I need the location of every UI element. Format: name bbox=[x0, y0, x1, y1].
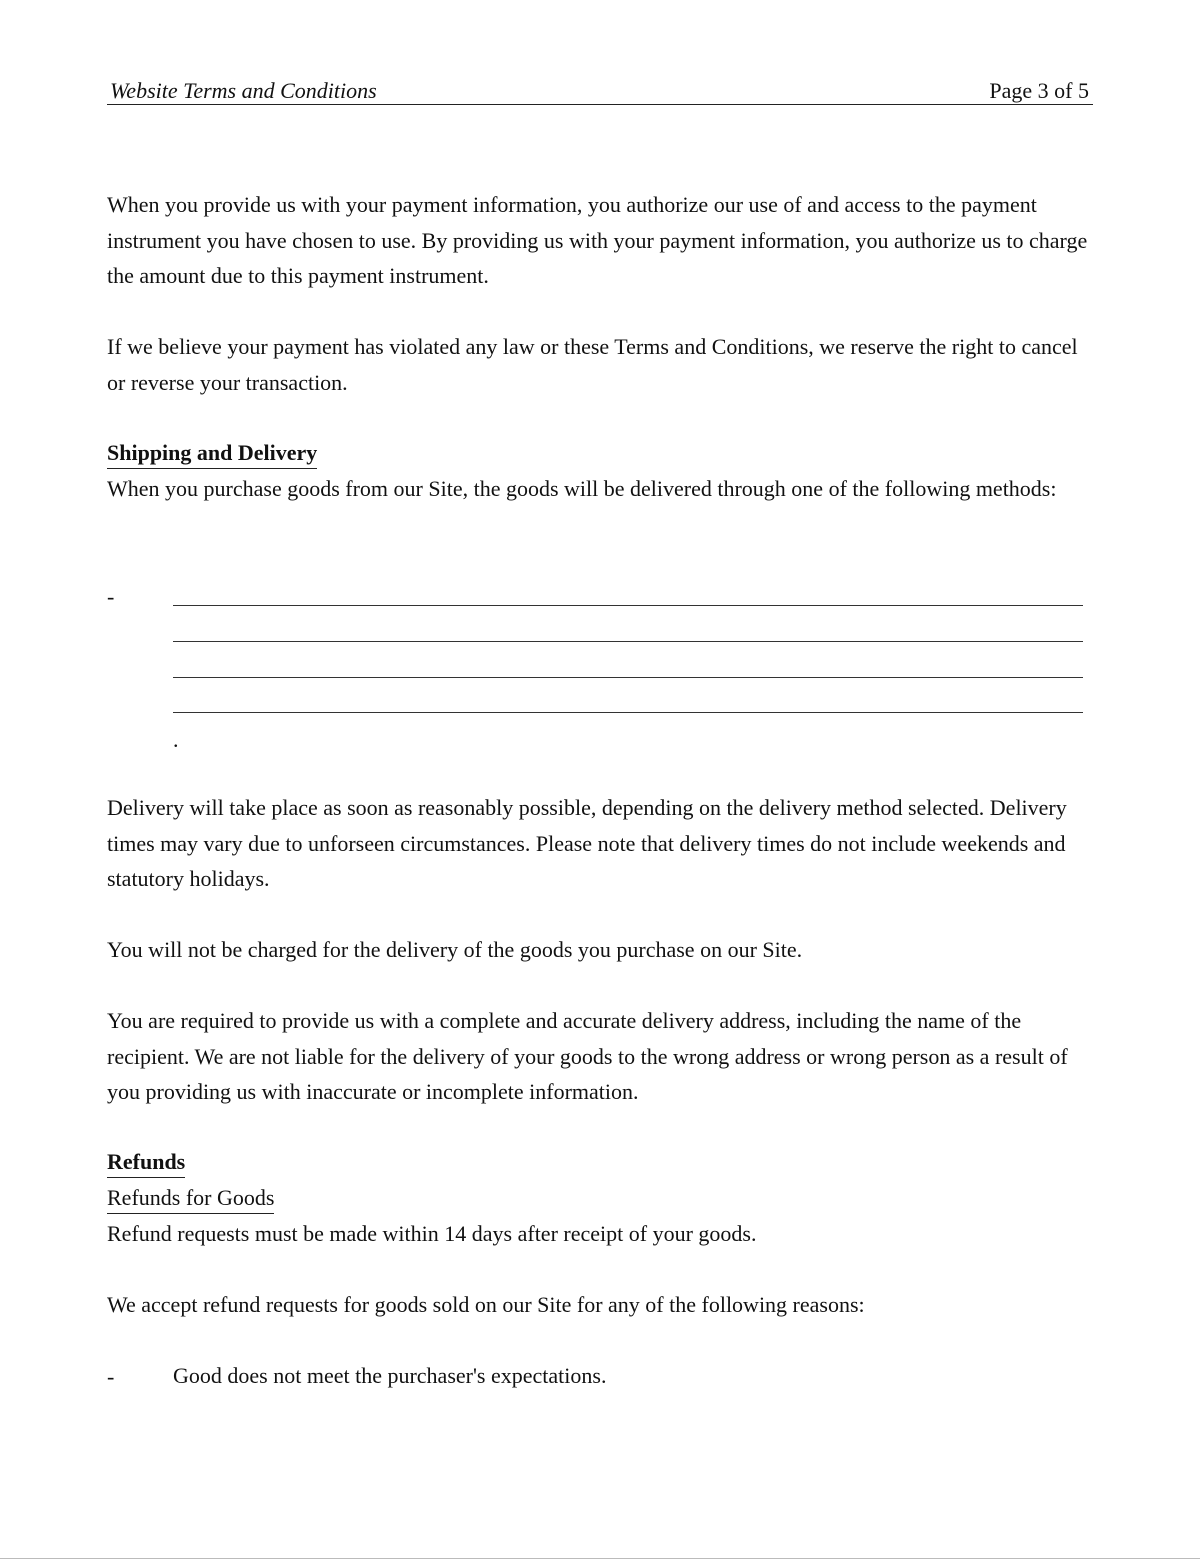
fill-in-blank-line bbox=[173, 677, 1083, 678]
heading-refunds: Refunds bbox=[107, 1147, 185, 1178]
heading-shipping-and-delivery: Shipping and Delivery bbox=[107, 438, 317, 469]
fill-in-blank-line bbox=[173, 712, 1083, 713]
paragraph-delivery-methods: When you purchase goods from our Site, the goods will be delivered through one of the following methods: bbox=[107, 476, 1057, 501]
paragraph-refund-reasons: We accept refund requests for goods sold on our Site for any of the following reasons: bbox=[107, 1292, 865, 1317]
page-header bbox=[107, 78, 1093, 105]
paragraph-delivery-timing: Delivery will take place as soon as reasonably possible, depending on the delivery method selected. Delivery times may vary due to unforseen circumstances. Please note that delivery times do not include weekends and statutory holidays. bbox=[107, 795, 1067, 891]
document-title: Website Terms and Conditions bbox=[110, 78, 377, 103]
list-dash: - bbox=[107, 584, 115, 609]
paragraph-delivery-address: You are required to provide us with a complete and accurate delivery address, including the name of the recipient. We are not liable for the delivery of your goods to the wrong address or wrong person as a result of you providing us with inaccurate or incomplete information. bbox=[107, 1008, 1068, 1104]
paragraph-payment-authorization: When you provide us with your payment information, you authorize our use of and access to the payment instrument you have chosen to use. By providing us with your payment information, you authorize us to charge the amount due to this payment instrument. bbox=[107, 192, 1088, 288]
subheading-refunds-for-goods: Refunds for Goods bbox=[107, 1183, 274, 1214]
paragraph-delivery-charge: You will not be charged for the delivery of the goods you purchase on our Site. bbox=[107, 937, 803, 962]
list-item-refund-reason: Good does not meet the purchaser's expectations. bbox=[173, 1363, 607, 1388]
page-bottom-edge bbox=[0, 1558, 1200, 1559]
list-end-dot: . bbox=[173, 727, 179, 752]
paragraph-refund-window: Refund requests must be made within 14 days after receipt of your goods. bbox=[107, 1221, 757, 1246]
fill-in-blank-line bbox=[173, 641, 1083, 642]
fill-in-blank-line bbox=[173, 605, 1083, 606]
paragraph-payment-violation: If we believe your payment has violated any law or these Terms and Conditions, we reserve the right to cancel or reverse your transaction. bbox=[107, 334, 1078, 395]
list-dash: - bbox=[107, 1364, 115, 1389]
page-number: Page 3 of 5 bbox=[989, 78, 1089, 103]
